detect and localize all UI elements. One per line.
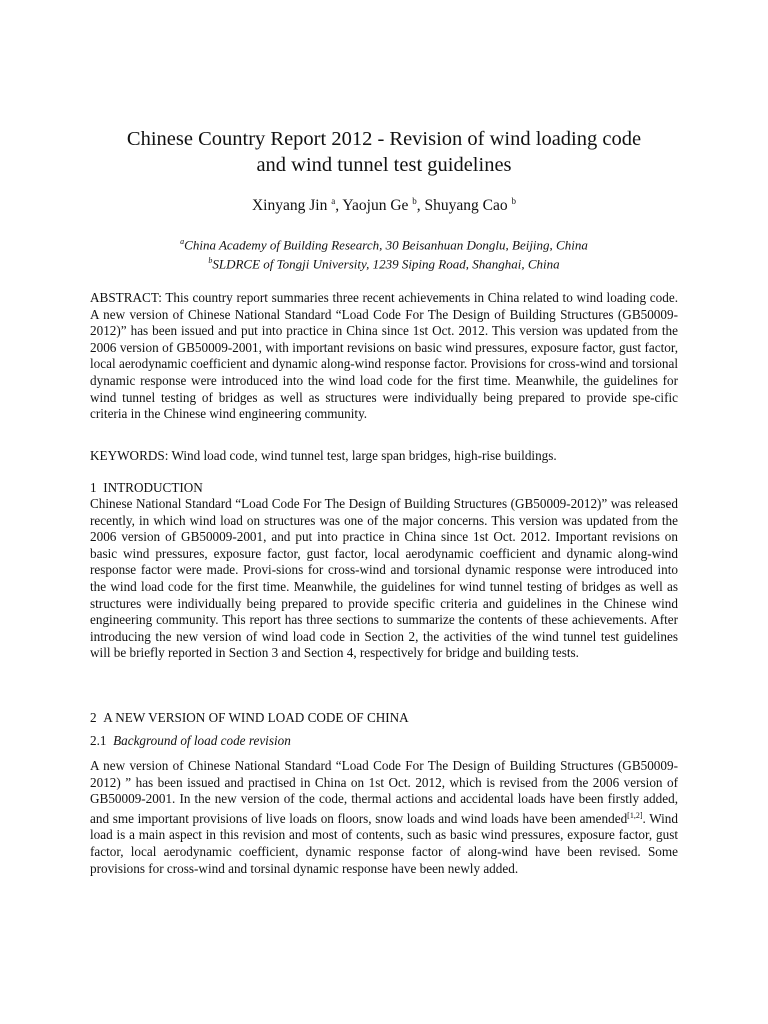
affiliation-text: China Academy of Building Research, 30 Beisanhuan Donglu, Beijing, China — [184, 237, 588, 253]
paragraph: Chinese National Standard “Load Code For The Design of Building Structures (GB50009-2012)” was released recently, in which wind load on structures was one of the major concerns. This version was updated from the 2006 version of GB50009-2001, and put into practice in China since 1st Oct. 2012. Important revisions on basic wind pressures, exposure factor, gust factor, local aerodynamic coefficient and dynamic along-wind response factor were made. Provi-sions for cross-wind and torsional dynamic response were introduced into the wind load code for the first time. Meanwhile, the guidelines for wind tunnel testing of bridges as well as structures were individually being prepared to provide specific criteria and guidelines in the Chinese wind engineering community. This report has three sections to summarize the contents of these achievements. After introducing the new version of wind load code in Section 2, the activities of the wind tunnel test guidelines will be briefly reported in Section 3 and Section 4, respectively for bridge and building tests. — [90, 496, 678, 661]
section-1-heading — [90, 480, 678, 497]
affiliation-list — [0, 234, 768, 273]
author-affiliation-mark: a — [331, 196, 336, 206]
paper-title — [90, 126, 678, 178]
abstract-text: ABSTRACT: This country report summaries three recent achievements in China related to wind loading code. A new version of Chinese National Standard “Load Code For The Design of Building Structures (GB50009-2012)” has been issued and put into practice in China since 1st Oct. 2012. This version was updated from the 2006 version of GB50009-2001, with important revisions on basic wind pressures, exposure factor, gust factor, local aerodynamic coefficient and dynamic along-wind response factor. Provisions for cross-wind and torsional dynamic response were introduced into the wind load code for the first time. Meanwhile, the guidelines for wind tunnel testing of bridges as well as structures were individually being prepared to provide spe-cific criteria in the Chinese wind engineering community. — [90, 290, 678, 422]
title-line-2: and wind tunnel test guidelines — [256, 154, 512, 176]
citation-ref[interactable]: [1,2] — [627, 810, 643, 820]
affiliation-text: SLDRCE of Tongji University, 1239 Siping Road, Shanghai, China — [212, 256, 560, 272]
section-title: INTRODUCTION — [103, 480, 203, 495]
affiliation-line — [0, 253, 768, 272]
author-name: Xinyang Jin — [251, 197, 328, 214]
paragraph-text: . Wind load is a main aspect in this revision and most of contents, such as basic wind pressures, exposure factor, gust factor, local aerodynamic coefficient, dynamic response factor of along-wind have been revised. Some provisions for cross-wind and torsinal dynamic response have been newly added. — [90, 810, 678, 876]
section-title: A NEW VERSION OF WIND LOAD CODE OF CHINA — [103, 710, 409, 725]
author-affiliation-mark: b — [511, 196, 517, 206]
author-name: Yaojun Ge — [342, 197, 409, 214]
author-list: Xinyang Jin $^a$, Yaojun Ge $^b$, Shuyang Cao $^b$ — [251, 196, 517, 214]
author-affiliation-mark: b — [412, 196, 417, 206]
keywords — [90, 448, 678, 465]
affiliation-mark: a — [180, 237, 185, 246]
abstract — [90, 290, 678, 423]
affiliation-line — [0, 234, 768, 253]
section-number: 1 — [90, 480, 97, 495]
paragraph — [90, 758, 678, 877]
section-2-heading — [90, 710, 678, 727]
subsection-2-1-body — [90, 758, 678, 877]
subsection-number: 2.1 — [90, 733, 107, 748]
section-1-body — [90, 496, 678, 662]
subsection-2-1-heading — [90, 733, 678, 750]
subsection-title: Background of load code revision — [113, 733, 291, 748]
paragraph-text: A new version of Chinese National Standard “Load Code For The Design of Building Structures (GB50009-2012) ” has been issued and practised in China on 1st Oct. 2012, which is revised from the 2006 version of GB50009-2001. In the new version of the code, thermal actions and accidental loads have been firstly added, and sme important provisions of live loads on floors, snow loads and wind loads have been amended — [90, 758, 678, 826]
title-line-1: Chinese Country Report 2012 - Revision of wind loading code — [126, 128, 642, 150]
keywords-text: KEYWORDS: Wind load code, wind tunnel test, large span bridges, high-rise buildings. — [90, 448, 557, 463]
section-number: 2 — [90, 710, 97, 725]
author-name: Shuyang Cao — [424, 197, 508, 214]
affiliation-mark: b — [208, 256, 213, 266]
